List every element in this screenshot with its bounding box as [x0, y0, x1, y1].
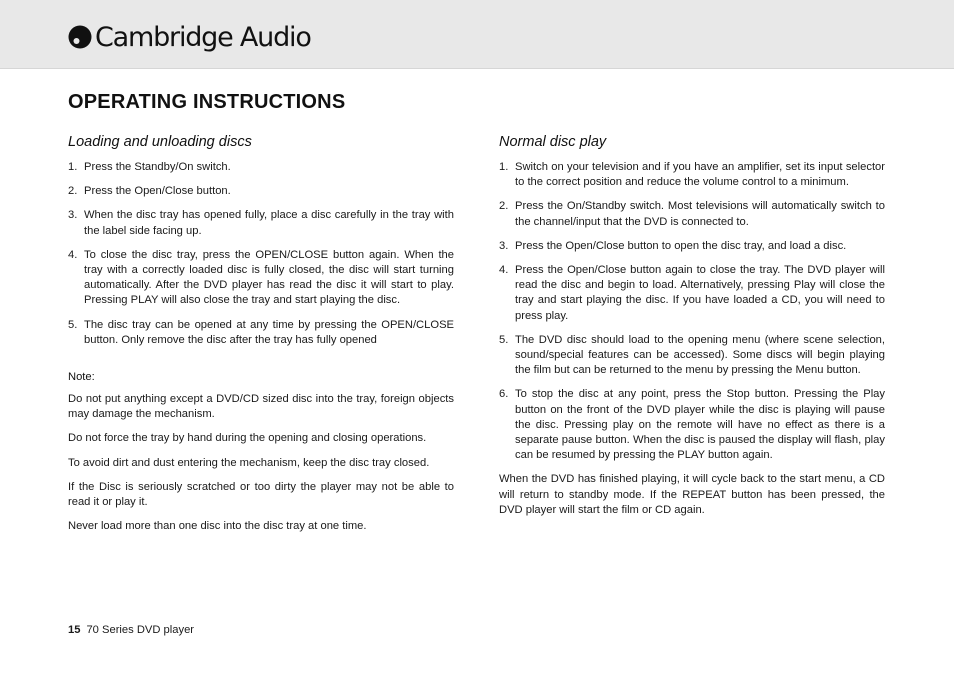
note-heading: Note: — [68, 371, 95, 384]
logo-text: Cambridge Audio — [95, 21, 311, 53]
loading-steps — [68, 160, 454, 348]
step-number: 3. — [499, 239, 509, 252]
list-item — [499, 263, 885, 324]
step-text: The DVD disc should load to the opening menu (where scene selection, sound/special features can be accessed). Some discs will begin playing the film but can be returned to the menu by pressing the Menu button. — [515, 333, 885, 377]
step-number: 2. — [68, 185, 78, 198]
note-paragraph: Do not put anything except a DVD/CD sized disc into the tray, foreign objects may damage the mechanism. — [68, 393, 454, 421]
page-footer — [68, 624, 194, 636]
normal-play-section — [499, 134, 885, 527]
step-number: 1. — [499, 161, 509, 173]
section-heading: Normal disc play — [499, 134, 607, 150]
brand-logo — [68, 21, 311, 53]
page-title: OPERATING INSTRUCTIONS — [68, 91, 346, 113]
step-number: 6. — [499, 388, 509, 401]
cambridge-audio-logo-icon — [68, 25, 92, 49]
note-paragraph: Never load more than one disc into the disc tray at one time. — [68, 520, 367, 533]
step-text: Press the Open/Close button to open the disc tray, and load a disc. — [515, 239, 847, 252]
note-paragraph: If the Disc is seriously scratched or too dirty the player may not be able to read it or play it. — [68, 480, 454, 509]
step-number: 1. — [68, 161, 78, 173]
section-heading: Loading and unloading discs — [68, 134, 252, 150]
step-number: 2. — [499, 200, 509, 213]
loading-section — [68, 134, 454, 543]
list-item — [68, 184, 454, 199]
list-item — [68, 160, 454, 175]
page-number: 15 — [68, 624, 81, 636]
step-text: Switch on your television and if you have an amplifier, set its input selector to the correct position and reduce the volume control to a minimum. — [515, 161, 885, 189]
step-text: The disc tray can be opened at any time by pressing the OPEN/CLOSE button. Only remove the disc after the tray has fully opened — [84, 318, 454, 346]
step-number: 4. — [499, 264, 509, 277]
step-text: To stop the disc at any point, press the Stop button. Pressing the Play button on the front of the DVD player while the disc is playing will pause the disc. Pressing play on the remote will have no effect as there is a separate pause button. When the disc is paused the display will flash, play can be resumed by pressing the PLAY button again. — [515, 388, 885, 462]
step-number: 5. — [68, 318, 78, 331]
note-paragraph: To avoid dirt and dust entering the mechanism, keep the disc tray closed. — [68, 456, 430, 469]
note-paragraph: Do not force the tray by hand during the opening and closing operations. — [68, 432, 427, 445]
list-item — [68, 208, 454, 238]
play-steps — [499, 160, 885, 463]
list-item — [499, 387, 885, 463]
list-item — [68, 248, 454, 309]
closing-paragraph: When the DVD has finished playing, it will cycle back to the start menu, a CD will return to standby mode. If the REPEAT button has been pressed, the DVD player will start the film or CD again. — [499, 473, 885, 516]
step-text: Press the Open/Close button. — [84, 185, 231, 198]
list-item — [499, 199, 885, 229]
step-text: Press the Open/Close button again to close the tray. The DVD player will read the disc and begin to load. Alternatively, pressing Play will close the tray and start playing the disc. If you have loaded a CD, you will need to press play. — [515, 264, 885, 322]
list-item — [499, 160, 885, 190]
step-text: Press the On/Standby switch. Most televisions will automatically switch to the channel/input that the DVD is connected to. — [515, 200, 885, 228]
step-number: 5. — [499, 333, 509, 346]
step-number: 3. — [68, 209, 78, 222]
product-name: 70 Series DVD player — [86, 624, 195, 636]
step-number: 4. — [68, 248, 78, 261]
list-item — [499, 239, 885, 254]
step-text: To close the disc tray, press the OPEN/CLOSE button again. When the tray with a correctly loaded disc is fully closed, the disc will start turning automatically. After the DVD player has read the disc it will start to play. Pressing PLAY will also close the tray and start playing the disc. — [84, 248, 454, 307]
step-text: Press the Standby/On switch. — [84, 161, 231, 173]
page-header — [0, 0, 954, 69]
list-item — [68, 318, 454, 348]
step-text: When the disc tray has opened fully, place a disc carefully in the tray with the label side facing up. — [84, 209, 454, 237]
list-item — [499, 333, 885, 379]
